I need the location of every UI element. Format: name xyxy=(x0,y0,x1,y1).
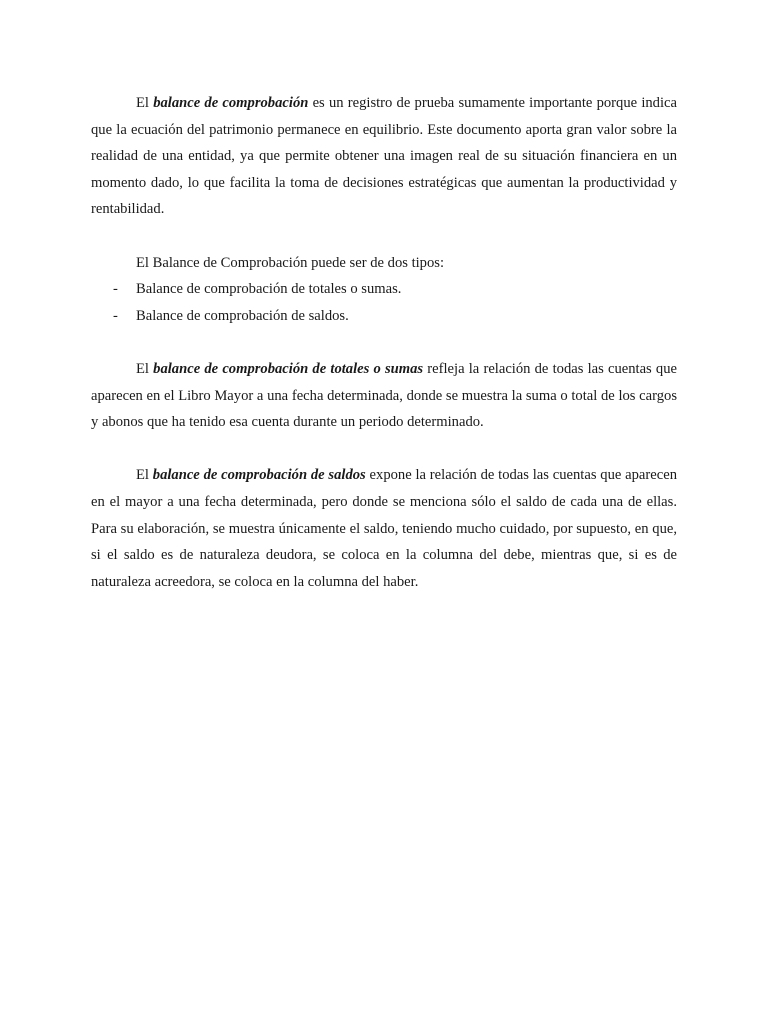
emphasis-term: balance de comprobación de totales o sumas xyxy=(153,360,424,377)
paragraph-body: es un registro de prueba sumamente importante porque indica que la ecuación del patrimonio permanece en equilibrio. Este documento aporta gran valor sobre la realidad de una entidad, ya que permite obtener una imagen real de su situación financiera en un momento dado, lo que facilita la toma de decisiones estratégicas que aumentan la productividad y rentabilidad. xyxy=(91,95,677,218)
paragraph-body: expone la relación de todas las cuentas que aparecen en el mayor a una fecha determinada, pero donde se menciona sólo el saldo de cada una de ellas. Para su elaboración, se muestra únicamente el saldo, teniendo mucho cuidado, por supuesto, en que, si el saldo es de naturaleza deudora, se coloca en la columna del debe, mientras que, si es de naturaleza acreedora, se coloca en la columna del haber. xyxy=(91,467,678,590)
types-list xyxy=(91,276,677,329)
paragraph-body: refleja la relación de todas las cuentas que aparecen en el Libro Mayor a una fecha determinada, donde se muestra la suma o total de los cargos y abonos que ha tenido esa cuenta durante un periodo determinado. xyxy=(91,360,677,431)
paragraph-lead: El xyxy=(136,467,153,484)
dash-bullet-icon: - xyxy=(113,307,118,324)
dash-bullet-icon: - xyxy=(113,281,118,298)
document-page xyxy=(91,90,677,595)
list-item xyxy=(91,276,677,303)
emphasis-term: balance de comprobación de saldos xyxy=(152,467,366,484)
paragraph-balances xyxy=(91,462,677,595)
paragraph-types-intro: El Balance de Comprobación puede ser de dos tipos: xyxy=(136,254,445,271)
paragraph-totals-sums xyxy=(91,356,677,436)
paragraph-spacer xyxy=(91,223,677,250)
paragraph-spacer xyxy=(91,436,677,463)
paragraph-spacer xyxy=(91,329,677,356)
list-item xyxy=(91,303,677,330)
list-item-text: Balance de comprobación de saldos. xyxy=(136,307,349,324)
paragraph-lead: El xyxy=(136,360,154,377)
paragraph-balance-definition xyxy=(91,90,677,223)
list-item-text: Balance de comprobación de totales o sumas. xyxy=(136,281,402,298)
emphasis-term: balance de comprobación xyxy=(153,95,309,111)
paragraph-lead: El xyxy=(136,95,154,111)
